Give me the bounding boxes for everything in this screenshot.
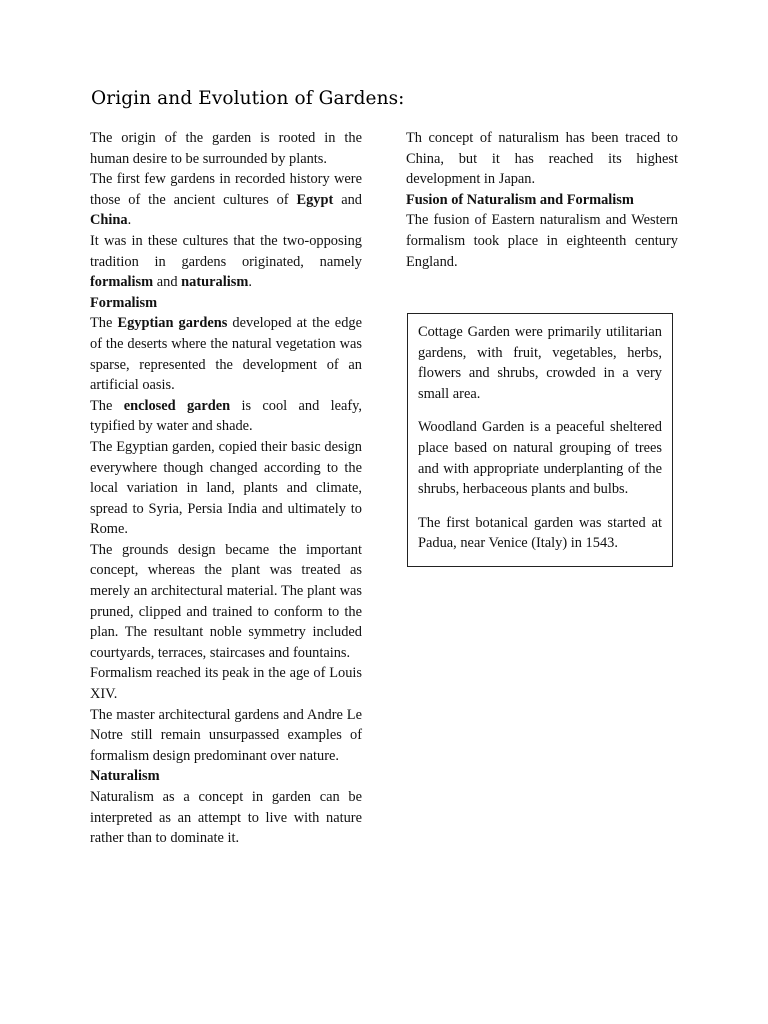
bold-term-enclosed-garden: enclosed garden	[123, 397, 231, 414]
text: developed at the edge of the deserts where the natural vegetation was sparse, represented the development of an artificial oasis.	[90, 315, 362, 394]
bold-term-naturalism: naturalism	[181, 274, 249, 291]
paragraph: The Egyptian garden, copied their basic design everywhere though changed according to the local variation in land, plants and climate, spread to Syria, Persia India and ultimately to Rome.	[90, 438, 362, 538]
left-column	[90, 128, 362, 849]
right-column	[406, 128, 678, 272]
text: and	[153, 274, 182, 291]
paragraph: The grounds design became the important concept, whereas the plant was treated as merely an architectural material. The plant was pruned, clipped and trained to conform to the plan. The resultant noble symmetry included courtyards, terraces, staircases and fountains.	[90, 541, 362, 661]
text: It was in these cultures that the two-opposing tradition in gardens originated, namely	[90, 232, 362, 270]
paragraph: Th concept of naturalism has been traced to China, but it has reached its highest development in Japan.	[406, 130, 678, 188]
paragraph: The origin of the garden is rooted in the human desire to be surrounded by plants.	[90, 130, 362, 167]
text: .	[127, 212, 132, 229]
text: is cool and leafy, typified by water and shade.	[90, 397, 362, 435]
paragraph	[90, 396, 362, 437]
paragraph: Formalism reached its peak in the age of Louis XIV.	[90, 665, 362, 703]
text: .	[248, 274, 252, 291]
bold-term-formalism: formalism	[90, 274, 154, 291]
bold-term-egypt: Egypt	[296, 191, 334, 208]
box-paragraph-cottage-garden: Cottage Garden were primarily utilitarian gardens, with fruit, vegetables, herbs, flowers and shrubs, crowded in a very small area.	[418, 324, 662, 402]
info-box	[407, 313, 673, 567]
paragraph: The fusion of Eastern naturalism and Western formalism took place in eighteenth century England.	[406, 212, 678, 270]
text: and	[333, 191, 362, 208]
bold-term-egyptian-gardens: Egyptian gardens	[117, 315, 228, 332]
bold-term-china: China	[90, 212, 128, 229]
section-heading-naturalism: Naturalism	[90, 768, 160, 785]
paragraph	[90, 313, 362, 395]
section-heading-fusion: Fusion of Naturalism and Formalism	[406, 191, 634, 208]
box-paragraph-woodland-garden: Woodland Garden is a peaceful sheltered place based on natural grouping of trees and with appropriate underplanting of the shrubs, herbaceous plants and bulbs.	[418, 419, 662, 498]
text: The	[90, 315, 118, 332]
paragraph: Naturalism as a concept in garden can be interpreted as an attempt to live with nature rather than to dominate it.	[90, 789, 362, 847]
text: The first few gardens in recorded history were those of the ancient cultures of	[90, 171, 362, 208]
paragraph	[90, 231, 362, 293]
box-paragraph-botanical-garden: The first botanical garden was started at Padua, near Venice (Italy) in 1543.	[418, 514, 662, 552]
paragraph: The master architectural gardens and Andre Le Notre still remain unsurpassed examples of formalism design predominant over nature.	[90, 706, 362, 764]
section-heading-formalism: Formalism	[90, 294, 158, 311]
text: The	[90, 397, 124, 414]
page-title: Origin and Evolution of Gardens:	[91, 88, 405, 109]
paragraph	[90, 169, 362, 231]
